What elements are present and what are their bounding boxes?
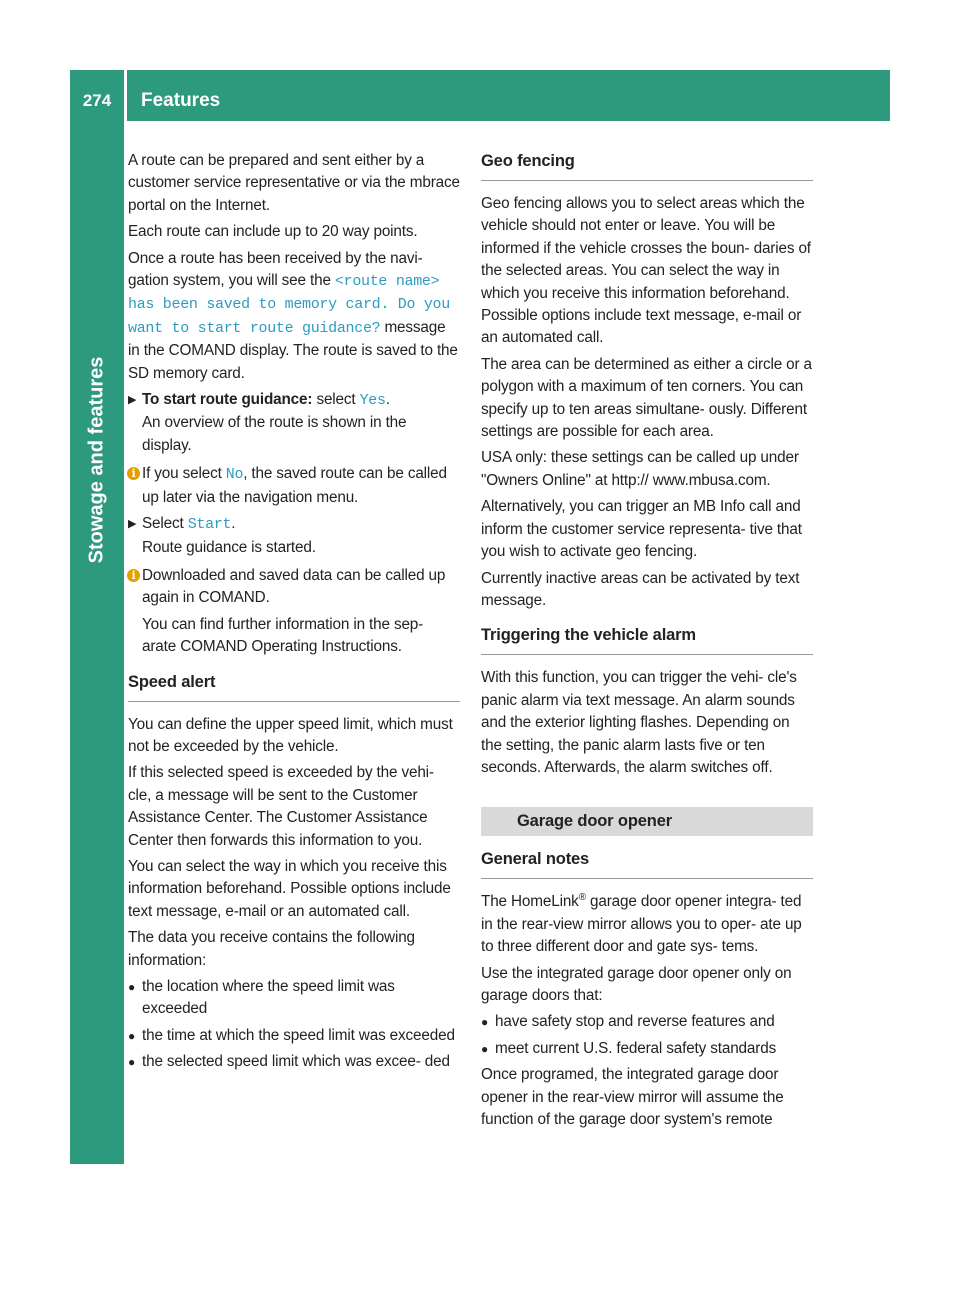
list-item: ● the location where the speed limit was exceeded xyxy=(128,978,395,1018)
list-item: ● meet current U.S. federal safety standards xyxy=(481,1038,813,1060)
paragraph: Geo fencing allows you to select areas which the vehicle should not enter or leave. You will be informed if the vehicle crosses the boun- daries of the selected areas. You can select the way in which you receive this information beforehand. Possible options include text message, e-mail or an automated call. xyxy=(481,195,811,347)
paragraph: The area can be determined as either a circle or a polygon with a maximum of ten corners. You can specify up to ten areas simultane- ously. Different settings are possible for each area. xyxy=(481,355,812,441)
list-item: ● have safety stop and reverse features and xyxy=(481,1011,813,1033)
paragraph: Currently inactive areas can be activated by text message. xyxy=(481,569,800,609)
page-number: 274 xyxy=(82,91,112,110)
menu-option-start: Start xyxy=(187,516,232,534)
paragraph: USA only: these settings can be called up under "Owners Online" at http:// www.mbusa.com. xyxy=(481,449,799,489)
heading-general-notes: General notes xyxy=(481,848,813,879)
left-column xyxy=(128,150,460,1078)
display-message: <route name> has been saved to memory card. Do you want to start route guidance? xyxy=(128,273,450,337)
list-item: ● the time at which the speed limit was exceeded xyxy=(128,1025,460,1047)
paragraph: You can define the upper speed limit, which must not be exceeded by the vehicle. xyxy=(128,715,453,755)
list-item: ● the selected speed limit which was excee- ded xyxy=(128,1051,460,1073)
bullet-icon: ● xyxy=(128,1028,136,1043)
paragraph: Alternatively, you can trigger an MB Info call and inform the customer service representa- tive that you wish to activate geo fencing. xyxy=(481,498,802,561)
info-note: i If you select No, the saved route can be called up later via the navigation menu. xyxy=(128,463,460,509)
side-tab-label: Stowage and features xyxy=(85,356,108,564)
bullet-icon: ● xyxy=(128,1055,136,1070)
side-tab xyxy=(70,121,124,1164)
arrow-icon: ▶ xyxy=(128,518,137,531)
paragraph: The HomeLink® garage door opener integra- ted in the rear-view mirror allows you to oper- ate up to three different door and gate sys- tems. xyxy=(481,892,802,956)
paragraph: Each route can include up to 20 way points. xyxy=(128,223,418,241)
paragraph: Use the integrated garage door opener only on garage doors that: xyxy=(481,964,792,1004)
arrow-icon: ▶ xyxy=(128,394,137,407)
bullet-icon: ● xyxy=(481,1041,489,1056)
heading-speed-alert: Speed alert xyxy=(128,671,460,702)
paragraph: You can select the way in which you receive this information beforehand. Possible options include text message, e-mail or an automated call. xyxy=(128,857,451,920)
paragraph: Once a route has been received by the navi- gation system, you will see the <route name> has been saved to memory card. Do you want to start route guidance? message in the COMAND display. The route is saved to the SD memory card. xyxy=(128,249,458,382)
paragraph: If this selected speed is exceeded by the vehi- cle, a message will be sent to the Customer Assistance Center. The Customer Assistance Center then forwards this information to you. xyxy=(128,764,434,849)
step-select-start: ▶ Select Start. Route guidance is started. xyxy=(128,515,316,556)
heading-geo-fencing: Geo fencing xyxy=(481,150,813,181)
info-icon: i xyxy=(127,467,140,480)
header-separator xyxy=(124,70,127,121)
menu-option-yes: Yes xyxy=(359,392,386,410)
info-icon: i xyxy=(127,569,140,582)
bullet-icon: ● xyxy=(128,980,136,994)
page-title: Features xyxy=(141,90,221,111)
paragraph: The data you receive contains the following information: xyxy=(128,929,415,969)
paragraph: Once programed, the integrated garage door opener in the rear-view mirror will assume the function of the garage door system's remote xyxy=(481,1066,784,1128)
paragraph: With this function, you can trigger the vehi- cle's panic alarm via text message. An alarm sounds and the exterior lighting flashes. Depending on the setting, the panic alarm lasts five or ten seconds. Afterwards, the alarm switches off. xyxy=(481,669,797,776)
section-garage-door-opener: Garage door opener xyxy=(481,807,813,836)
paragraph: A route can be prepared and sent either by a customer service representative or via the mbrace portal on the Internet. xyxy=(128,152,460,214)
info-note: i Downloaded and saved data can be called up again in COMAND. You can find further information in the sep- arate COMAND Operating Instructions. xyxy=(128,565,460,659)
step-start-guidance: ▶ To start route guidance: select Yes. An overview of the route is shown in the display. xyxy=(128,391,407,454)
right-column xyxy=(481,150,813,1135)
menu-option-no: No xyxy=(225,466,244,484)
bullet-icon: ● xyxy=(481,1015,489,1030)
heading-vehicle-alarm: Triggering the vehicle alarm xyxy=(481,624,813,655)
